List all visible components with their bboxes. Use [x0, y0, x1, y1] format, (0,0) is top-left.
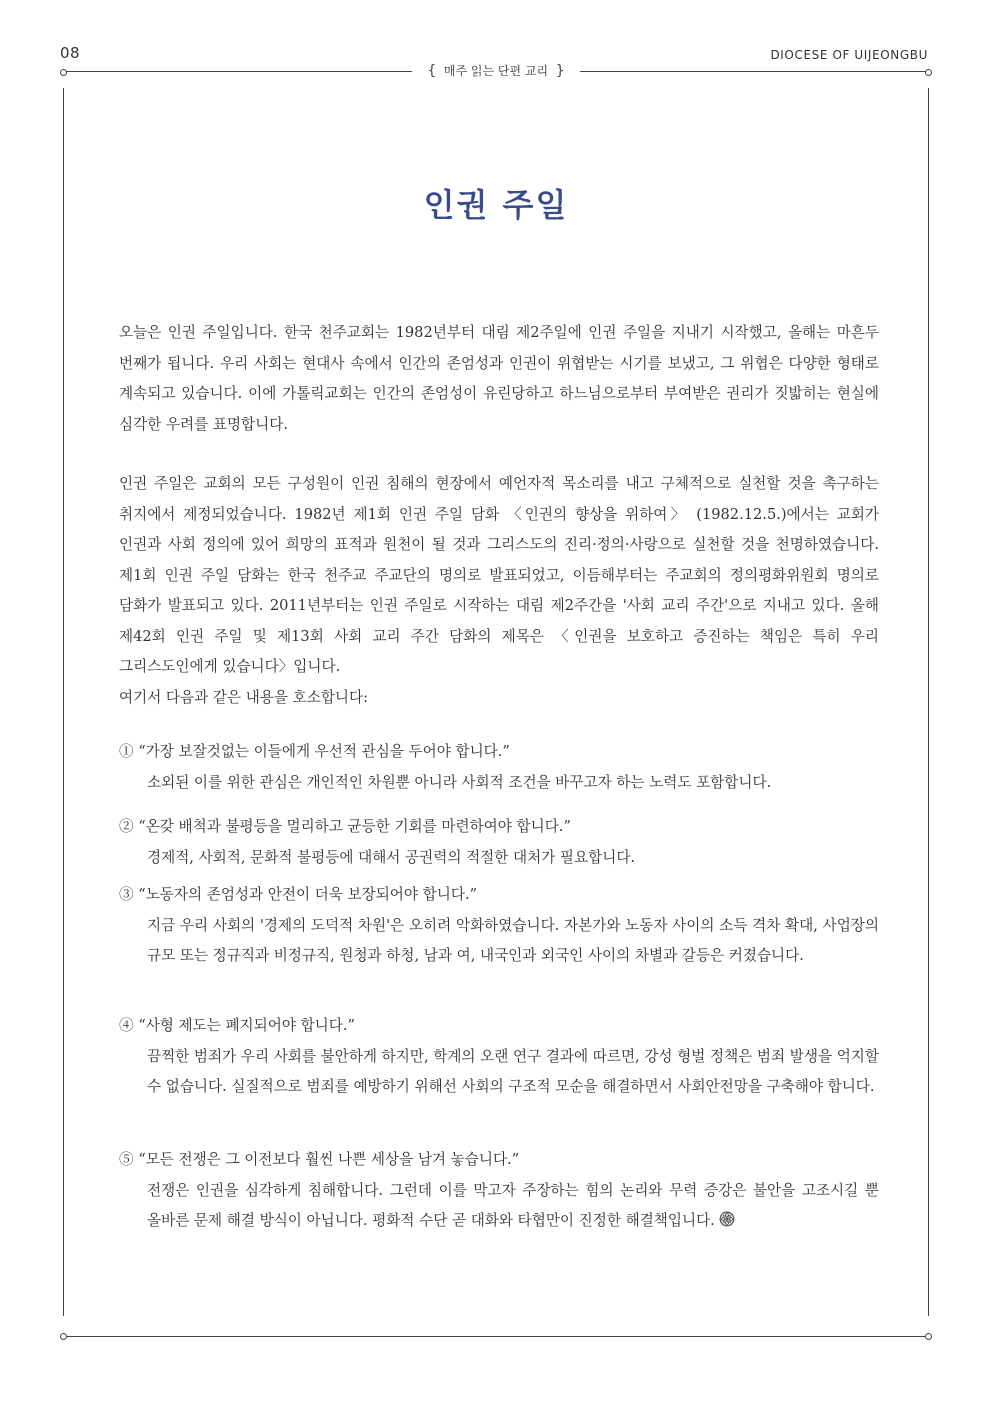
list-item-heading: ② “온갖 배척과 불평등을 멀리하고 균등한 기회를 마련하여야 합니다.” — [119, 818, 571, 835]
bottom-right-dot — [925, 1333, 932, 1340]
list-item — [119, 880, 879, 972]
intro-paragraph: 오늘은 인권 주일입니다. 한국 천주교회는 1982년부터 대림 제2주일에 인권 주일을 지내기 시작했고, 올해는 마흔두 번째가 됩니다. 우리 사회는 현대사 속에서 인간의 존엄성과 인권이 위협받는 시기를 보냈고, 그 위협은 다양한 형태로 계속되고 있습니다. 이에 가톨릭교회는 인간의 존엄성이 유린당하고 하느님으로부터 부여받은 권리가 짓밟히는 현실에 심각한 우려를 표명합니다. — [119, 324, 879, 433]
bottom-left-dot — [60, 1333, 67, 1340]
top-right-dot — [925, 69, 932, 76]
ornament-end-icon — [719, 1211, 735, 1227]
page-title: 인권 주일 — [423, 186, 569, 224]
list-item-heading: ④ “사형 제도는 폐지되어야 합니다.” — [119, 1017, 355, 1034]
list-item-heading: ⑤ “모든 전쟁은 그 이전보다 훨씬 나쁜 세상을 남겨 놓습니다.” — [119, 1151, 520, 1168]
list-item-heading: ① “가장 보잘것없는 이들에게 우선적 관심을 두어야 합니다.” — [119, 743, 510, 760]
bottom-rule — [64, 1336, 928, 1337]
list-item-body — [119, 1176, 879, 1237]
list-item — [119, 1011, 879, 1103]
list-item-body: 지금 우리 사회의 '경제의 도덕적 차원'은 오히려 악화하였습니다. 자본가와 노동자 사이의 소득 격차 확대, 사업장의 규모 또는 정규직과 비정규직, 원청과 하청, 남과 여, 내국인과 외국인 사이의 차별과 갈등은 커졌습니다. — [147, 916, 879, 964]
list-item-body: 끔찍한 범죄가 우리 사회를 불안하게 하지만, 학계의 오랜 연구 결과에 따르면, 강성 형벌 정책은 범죄 발생을 억지할 수 없습니다. 실질적으로 범죄를 예방하기 위해선 사회의 구조적 모순을 해결하면서 사회안전망을 구축해야 합니다. — [147, 1047, 879, 1095]
left-brace-icon: { — [427, 63, 437, 79]
right-brace-icon: } — [555, 63, 565, 79]
section-label — [412, 62, 580, 79]
list-item-body: 소외된 이를 위한 관심은 개인적인 차원뿐 아니라 사회적 조건을 바꾸고자 하는 노력도 포함합니다. — [147, 773, 772, 791]
history-paragraph-text: 인권 주일은 교회의 모든 구성원이 인권 침해의 현장에서 예언자적 목소리를 내고 구체적으로 실천할 것을 촉구하는 취지에서 제정되었습니다. 1982년 제1회 인권 주일 담화 〈인권의 향상을 위하여〉 (1982.12.5.)에서는 교회가 인권과 사회 정의에 있어 희망의 표적과 원천이 될 것과 그리스도의 진리·정의·사랑으로 실천할 것을 천명하였습니다. 제1회 인권 주일 담화는 한국 천주교 주교단의 명의로 발표되었고, 이듬해부터는 주교회의 정의평화위원회 명의로 담화가 발표되고 있다. 2011년부터는 인권 주일로 시작하는 대림 제2주간을 '사회 교리 주간'으로 지내고 있다. 올해 제42회 인권 주일 및 제13회 사회 교리 주간 담화의 제목은 〈인권을 보호하고 증진하는 책임은 특히 우리 그리스도인에게 있습니다〉입니다. — [119, 475, 879, 675]
appeal-intro: 여기서 다음과 같은 내용을 호소합니다: — [119, 688, 369, 706]
list-item — [119, 1145, 879, 1237]
list-item-heading: ③ “노동자의 존엄성과 안전이 더욱 보장되어야 합니다.” — [119, 886, 478, 903]
list-item-body-text: 전쟁은 인권을 심각하게 침해합니다. 그런데 이를 막고자 주장하는 힘의 논리와 무력 증강은 불안을 고조시길 뿐 올바른 문제 해결 방식이 아닙니다. 평화적 수단 곧 대화와 타협만이 진정한 해결책입니다. — [147, 1181, 879, 1229]
history-paragraph — [119, 469, 879, 713]
diocese-name: DIOCESE OF UIJEONGBU — [770, 48, 928, 62]
list-item — [119, 737, 879, 798]
list-item-body: 경제적, 사회적, 문화적 불평등에 대해서 공권력의 적절한 대처가 필요합니다. — [147, 848, 636, 866]
left-rule — [63, 88, 64, 1316]
right-rule — [928, 88, 929, 1316]
top-left-dot — [60, 69, 67, 76]
section-label-text: 매주 읽는 단편 교리 — [443, 64, 549, 78]
page-number: 08 — [60, 44, 81, 62]
list-item — [119, 812, 879, 873]
